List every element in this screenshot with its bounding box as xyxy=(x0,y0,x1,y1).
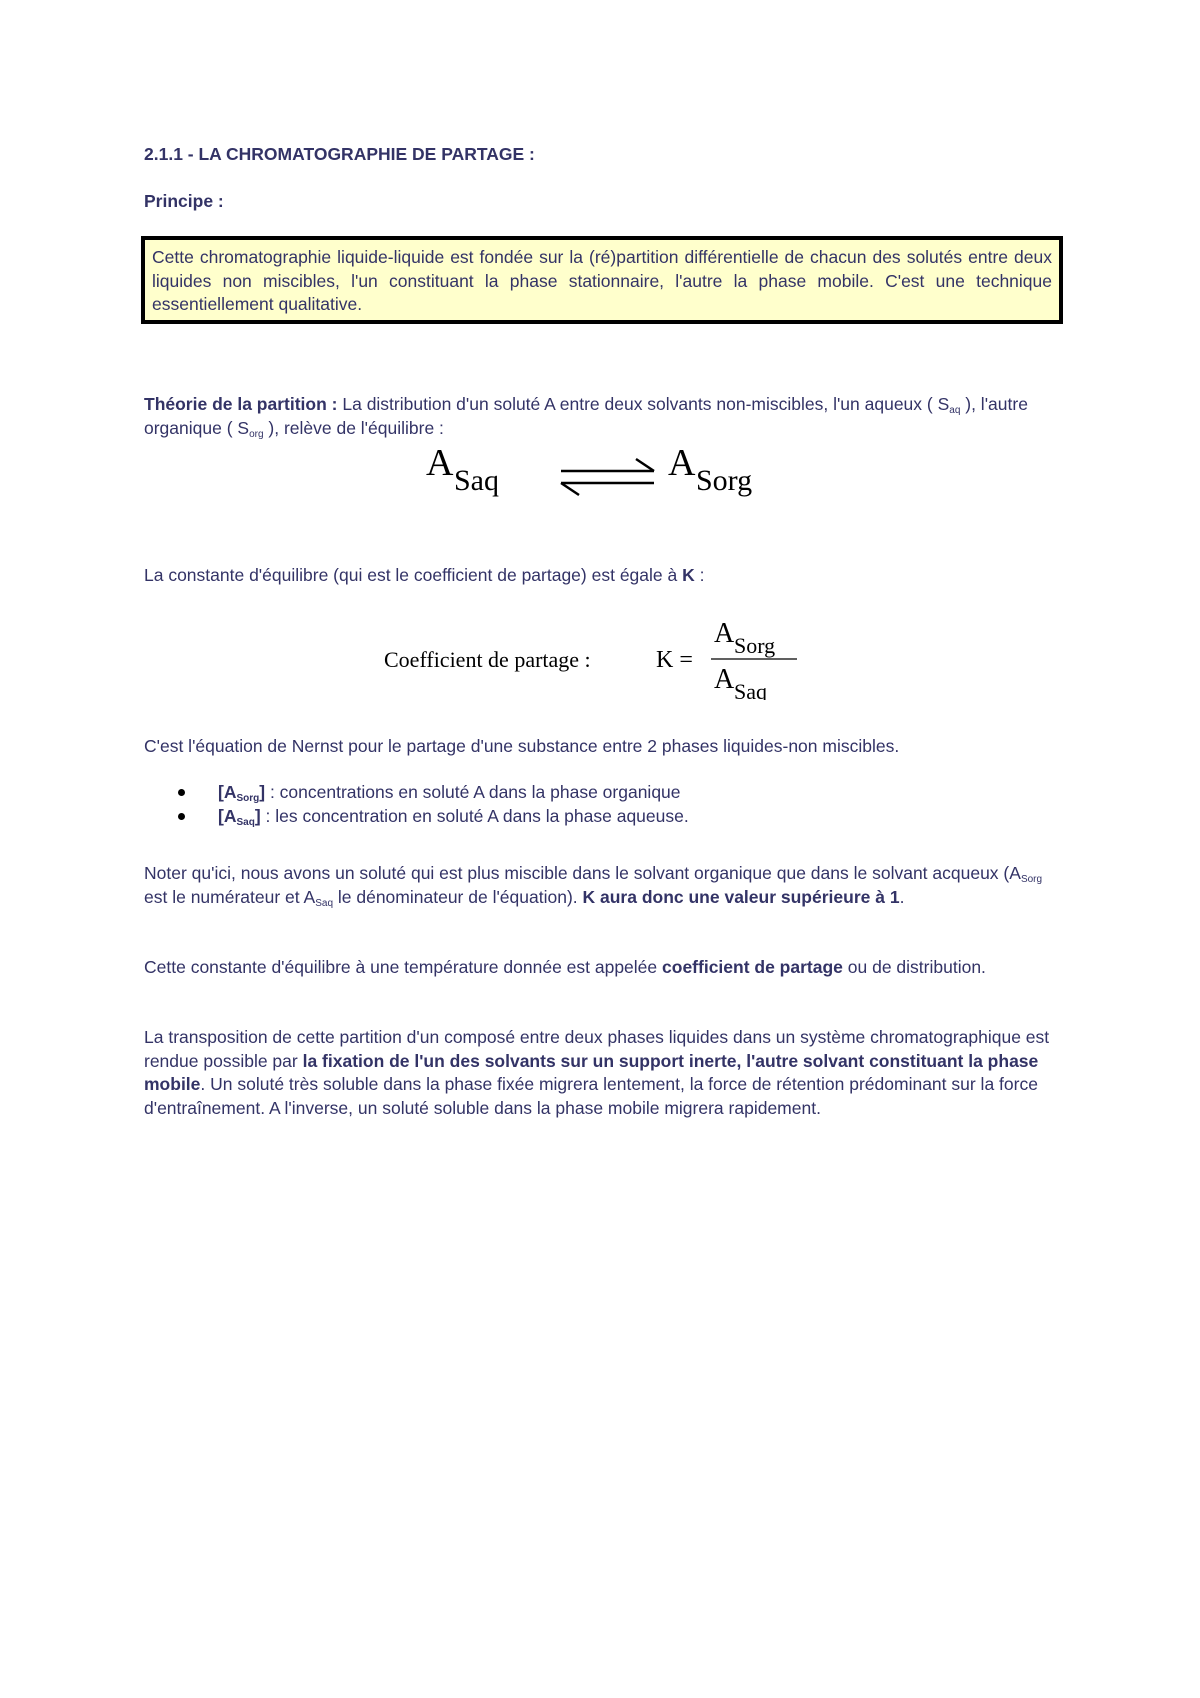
partition-coefficient-svg xyxy=(384,610,824,700)
nernst-paragraph: C'est l'équation de Nernst pour le partage d'une substance entre 2 phases liquides-non miscibles. xyxy=(144,736,900,756)
constant-definition-paragraph: Cette constante d'équilibre à une température donnée est appelée coefficient de partage ou de distribution. xyxy=(144,957,986,977)
eq2-lhs: K = xyxy=(656,647,693,673)
eq1-left-sub: Saq xyxy=(454,464,499,497)
equilibrium-equation-svg xyxy=(426,445,786,505)
constant-paragraph: La constante d'équilibre (qui est le coefficient de partage) est égale à K : xyxy=(144,565,705,585)
list-item: $[A_{Saq}]$ : les concentration en soluté A dans la phase aqueuse. xyxy=(178,805,1058,829)
note-emphasis: K aura donc une valeur supérieure à 1 xyxy=(582,886,900,907)
k-symbol: K xyxy=(682,565,695,585)
eq1-right-sub: Sorg xyxy=(696,464,753,497)
constant-definition-emphasis: coefficient de partage xyxy=(662,957,843,977)
theory-paragraph: Théorie de la partition : La distribution d'un soluté A entre deux solvants non-miscibles, l'un aqueux ( $S_{aq}$ ), l'autre organique ( $S_{org}$ ), relève de l'équilibre : xyxy=(144,394,1028,440)
list-item: $[A_{Sorg}]$ : concentrations en soluté A dans la phase organique xyxy=(178,781,1058,805)
eq2-den-sub: Saq xyxy=(734,679,767,700)
principle-box xyxy=(141,236,1063,324)
partition-coefficient-equation xyxy=(384,610,824,700)
transposition-paragraph: La transposition de cette partition d'un composé entre deux phases liquides dans un système chromatographique est rendue possible par la fixation de l'un des solvants sur un support inerte, l'autre solvant constituant la phase mobile. Un soluté très soluble dans la phase fixée migrera lentement, la force de rétention prédominant sur la force d'entraînement. A l'inverse, un soluté soluble dans la phase mobile migrera rapidement. xyxy=(144,1027,1050,1118)
transposition-emphasis: la fixation de l'un des solvants sur un support inerte, l'autre solvant constituant la phase mobile xyxy=(144,1050,1039,1094)
eq1-left-main: A xyxy=(426,445,454,484)
principle-heading: Principe : xyxy=(144,191,224,211)
principle-text: Cette chromatographie liquide-liquide est fondée sur la (ré)partition différentielle de chacun des solutés entre deux liquides non miscibles, l'un constituant la phase stationnaire, l'autre la phase mobile. C'est une technique essentiellement qualitative. xyxy=(152,247,1052,314)
eq2-label: Coefficient de partage : xyxy=(384,647,591,672)
equilibrium-equation xyxy=(426,445,786,505)
equilibrium-arrows-icon xyxy=(561,459,654,495)
section-heading: 2.1.1 - LA CHROMATOGRAPHIE DE PARTAGE : xyxy=(144,144,535,164)
eq2-num-main: A xyxy=(714,618,735,649)
eq2-num-sub: Sorg xyxy=(734,633,776,658)
theory-label: Théorie de la partition : xyxy=(144,394,338,414)
concentration-list xyxy=(178,781,1058,828)
eq1-right-main: A xyxy=(668,445,696,484)
eq2-den-main: A xyxy=(714,664,735,695)
note-paragraph: Noter qu'ici, nous avons un soluté qui est plus miscible dans le solvant organique que dans le solvant acqueux ($A_{Sorg}$ est le numérateur et $A_{Saq}$ le dénominateur de l'équation). K aura donc une valeur supérieure à 1. xyxy=(144,863,1043,909)
